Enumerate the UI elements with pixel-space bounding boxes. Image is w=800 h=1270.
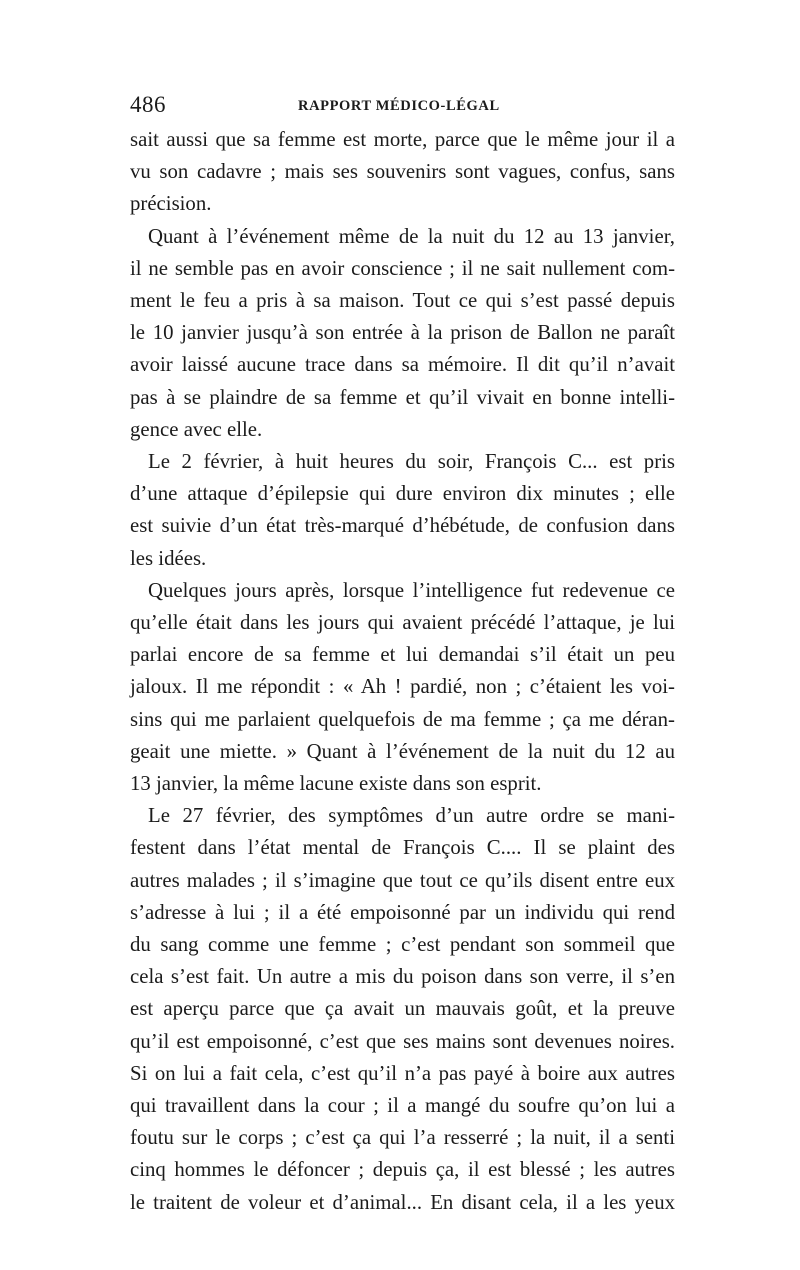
text-line: le traitent de voleur et d’animal... En disant cela, il a les yeux	[130, 1190, 675, 1214]
text-line: vu son cadavre ; mais ses souvenirs sont vagues, confus, sans	[130, 160, 675, 184]
text-line: est aperçu parce que ça avait un mauvais goût, et la preuve	[130, 997, 675, 1021]
text-line: Le 2 février, à huit heures du soir, François C... est pris	[148, 450, 675, 473]
text-line: ment le feu a pris à sa maison. Tout ce qui s’est passé depuis	[130, 289, 675, 312]
text-line: précision.	[130, 192, 212, 216]
text-line: parlai encore de sa femme et lui demandai s’il était un peu	[130, 643, 675, 667]
text-line: s’adresse à lui ; il a été empoisonné par un individu qui rend	[130, 900, 675, 924]
text-line: geait une miette. » Quant à l’événement de la nuit du 12 au	[130, 739, 675, 763]
page-header	[130, 92, 675, 122]
text-line: Quant à l’événement même de la nuit du 12 au 13 janvier,	[148, 224, 675, 248]
text-line: Quelques jours après, lorsque l’intelligence fut redevenue ce	[148, 578, 675, 602]
text-line: sait aussi que sa femme est morte, parce que le même jour il a	[130, 128, 675, 151]
text-line: Le 27 février, des symptômes d’un autre ordre se mani-	[148, 804, 675, 828]
text-line: pas à se plaindre de sa femme et qu’il vivait en bonne intelli-	[130, 385, 675, 409]
text-line: le 10 janvier jusqu’à son entrée à la prison de Ballon ne paraît	[130, 321, 675, 345]
text-line: il ne semble pas en avoir conscience ; il ne sait nullement com-	[130, 256, 675, 280]
text-line: gence avec elle.	[130, 417, 263, 441]
text-line: festent dans l’état mental de François C.... Il se plaint des	[130, 836, 675, 860]
text-line: jaloux. Il me répondit : « Ah ! pardié, non ; c’étaient les voi-	[130, 675, 675, 699]
text-line: 13 janvier, la même lacune existe dans son esprit.	[130, 772, 542, 795]
text-line: d’une attaque d’épilepsie qui dure environ dix minutes ; elle	[130, 482, 675, 506]
text-line: avoir laissé aucune trace dans sa mémoire. Il dit qu’il n’avait	[130, 353, 675, 377]
text-line: sins qui me parlaient quelquefois de ma femme ; ça me déran-	[130, 707, 675, 731]
text-line: cela s’est fait. Un autre a mis du poison dans son verre, il s’en	[130, 965, 675, 989]
page-number: 486	[130, 92, 166, 117]
text-line: Si on lui a fait cela, c’est qu’il n’a pas payé à boire aux autres	[130, 1061, 675, 1085]
text-line: les idées.	[130, 546, 207, 570]
text-line: du sang comme une femme ; c’est pendant son sommeil que	[130, 933, 675, 956]
text-line: qu’elle était dans les jours qui avaient précédé l’attaque, je lui	[130, 611, 675, 634]
text-line: autres malades ; il s’imagine que tout ce qu’ils disent entre eux	[130, 868, 675, 892]
text-line: est suivie d’un état très-marqué d’hébétude, de confusion dans	[130, 514, 675, 538]
text-line: foutu sur le corps ; c’est ça qui l’a resserré ; la nuit, il a senti	[130, 1126, 675, 1150]
running-title: RAPPORT MÉDICO-LÉGAL	[298, 98, 500, 114]
text-line: cinq hommes le défoncer ; depuis ça, il est blessé ; les autres	[130, 1158, 675, 1182]
text-line: qui travaillent dans la cour ; il a mangé du soufre qu’on lui a	[130, 1094, 675, 1117]
text-line: qu’il est empoisonné, c’est que ses mains sont devenues noires.	[130, 1029, 675, 1053]
